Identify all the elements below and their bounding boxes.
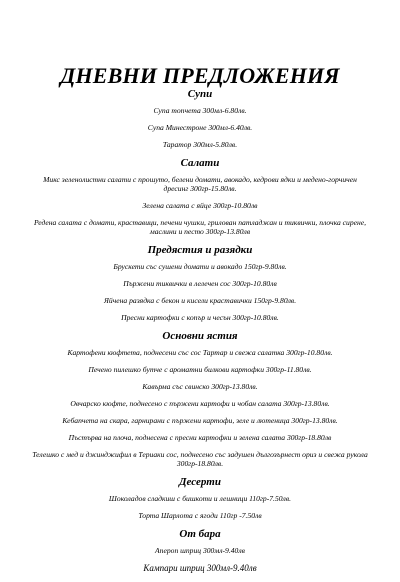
menu-item: Овчарско кюфте, поднесено с пържени картофи и чобан салата 300гр-13.80лв. bbox=[70, 399, 330, 408]
section-heading: От бара bbox=[179, 528, 221, 540]
menu-item: Супа Минестроне 300мл-6.40лв. bbox=[147, 123, 253, 132]
menu-item: Пъстърва на плоча, поднесена с пресни картофки и зелена салата 300гр-18.80лв bbox=[68, 433, 332, 442]
menu-item: Редена салата с домати, краставици, печени чушки, грилован патладжан и тиквички, плочка сирене, маслини и песто 300гр-13.80лв bbox=[33, 218, 367, 236]
menu-item: Апероп шприц 300мл-9.40лв bbox=[155, 546, 245, 555]
section-heading: Супи bbox=[187, 88, 213, 100]
section-heading: Основни ястия bbox=[162, 330, 238, 342]
menu-item: Картофени кюфтета, поднесени със сос Тартар и свежа салатка 300гр-10.80лв. bbox=[67, 348, 333, 357]
menu-item: Кампари шприц 300мл-9.40лв bbox=[143, 563, 257, 573]
menu-item: Кавърма със свинско 300гр-13.80лв. bbox=[142, 382, 258, 391]
menu-item: Печено пилешко бутче с ароматни билкови картофки 300гр-11.80лв. bbox=[88, 365, 312, 374]
menu-item: Яйчена разядка с бекон и кисели краставички 150гр-9.80лв. bbox=[103, 296, 297, 305]
menu-content bbox=[30, 88, 370, 582]
menu-item: Пържени тиквички в лелечен сос 300гр-10.80лв bbox=[123, 279, 277, 288]
section-salads bbox=[30, 157, 370, 236]
menu-item: Зелена салата с яйце 300гр-10.80лв bbox=[142, 201, 258, 210]
section-main-courses bbox=[30, 330, 370, 468]
menu-item: Торта Шарлота с ягоди 110гр -7.50лв bbox=[138, 511, 262, 520]
section-heading: Десерти bbox=[179, 476, 221, 488]
section-heading: Предястия и разядки bbox=[147, 244, 253, 256]
section-desserts bbox=[30, 476, 370, 520]
menu-item: Пресни картофки с копър и чесън 300гр-10.80лв. bbox=[121, 313, 279, 322]
menu-item: Супа топчета 300мл-6.80лв. bbox=[153, 106, 247, 115]
menu-item: Телешко с мед и джинджифил в Териаки сос, поднесено със задушен дългозърнест ориз и свежа рукола 300гр-18.80лв. bbox=[32, 450, 368, 468]
section-appetizers bbox=[30, 244, 370, 322]
section-bar bbox=[30, 528, 370, 574]
menu-item: Микс зеленолистни салати с прошуто, белени домати, авокадо, кедрови ядки и медено-горчичен дресинг 300гр-15.80лв. bbox=[43, 175, 357, 193]
section-heading: Салати bbox=[180, 157, 220, 169]
section-soups bbox=[30, 88, 370, 149]
menu-item: Брускети със сушени домати и авокадо 150гр-9.80лв. bbox=[113, 262, 287, 271]
menu-item: Кебапчета на скара, гарнирани с пържени картофи, зеле и лютеница 300гр-13.80лв. bbox=[62, 416, 338, 425]
menu-item: Шоколадов сладкиш с бишкоти и лешници 110гр-7.50лв. bbox=[108, 494, 292, 503]
menu-item: Таратор 300мл-5.80лв. bbox=[162, 140, 238, 149]
page-title: ДНЕВНИ ПРЕДЛОЖЕНИЯ bbox=[60, 63, 340, 88]
